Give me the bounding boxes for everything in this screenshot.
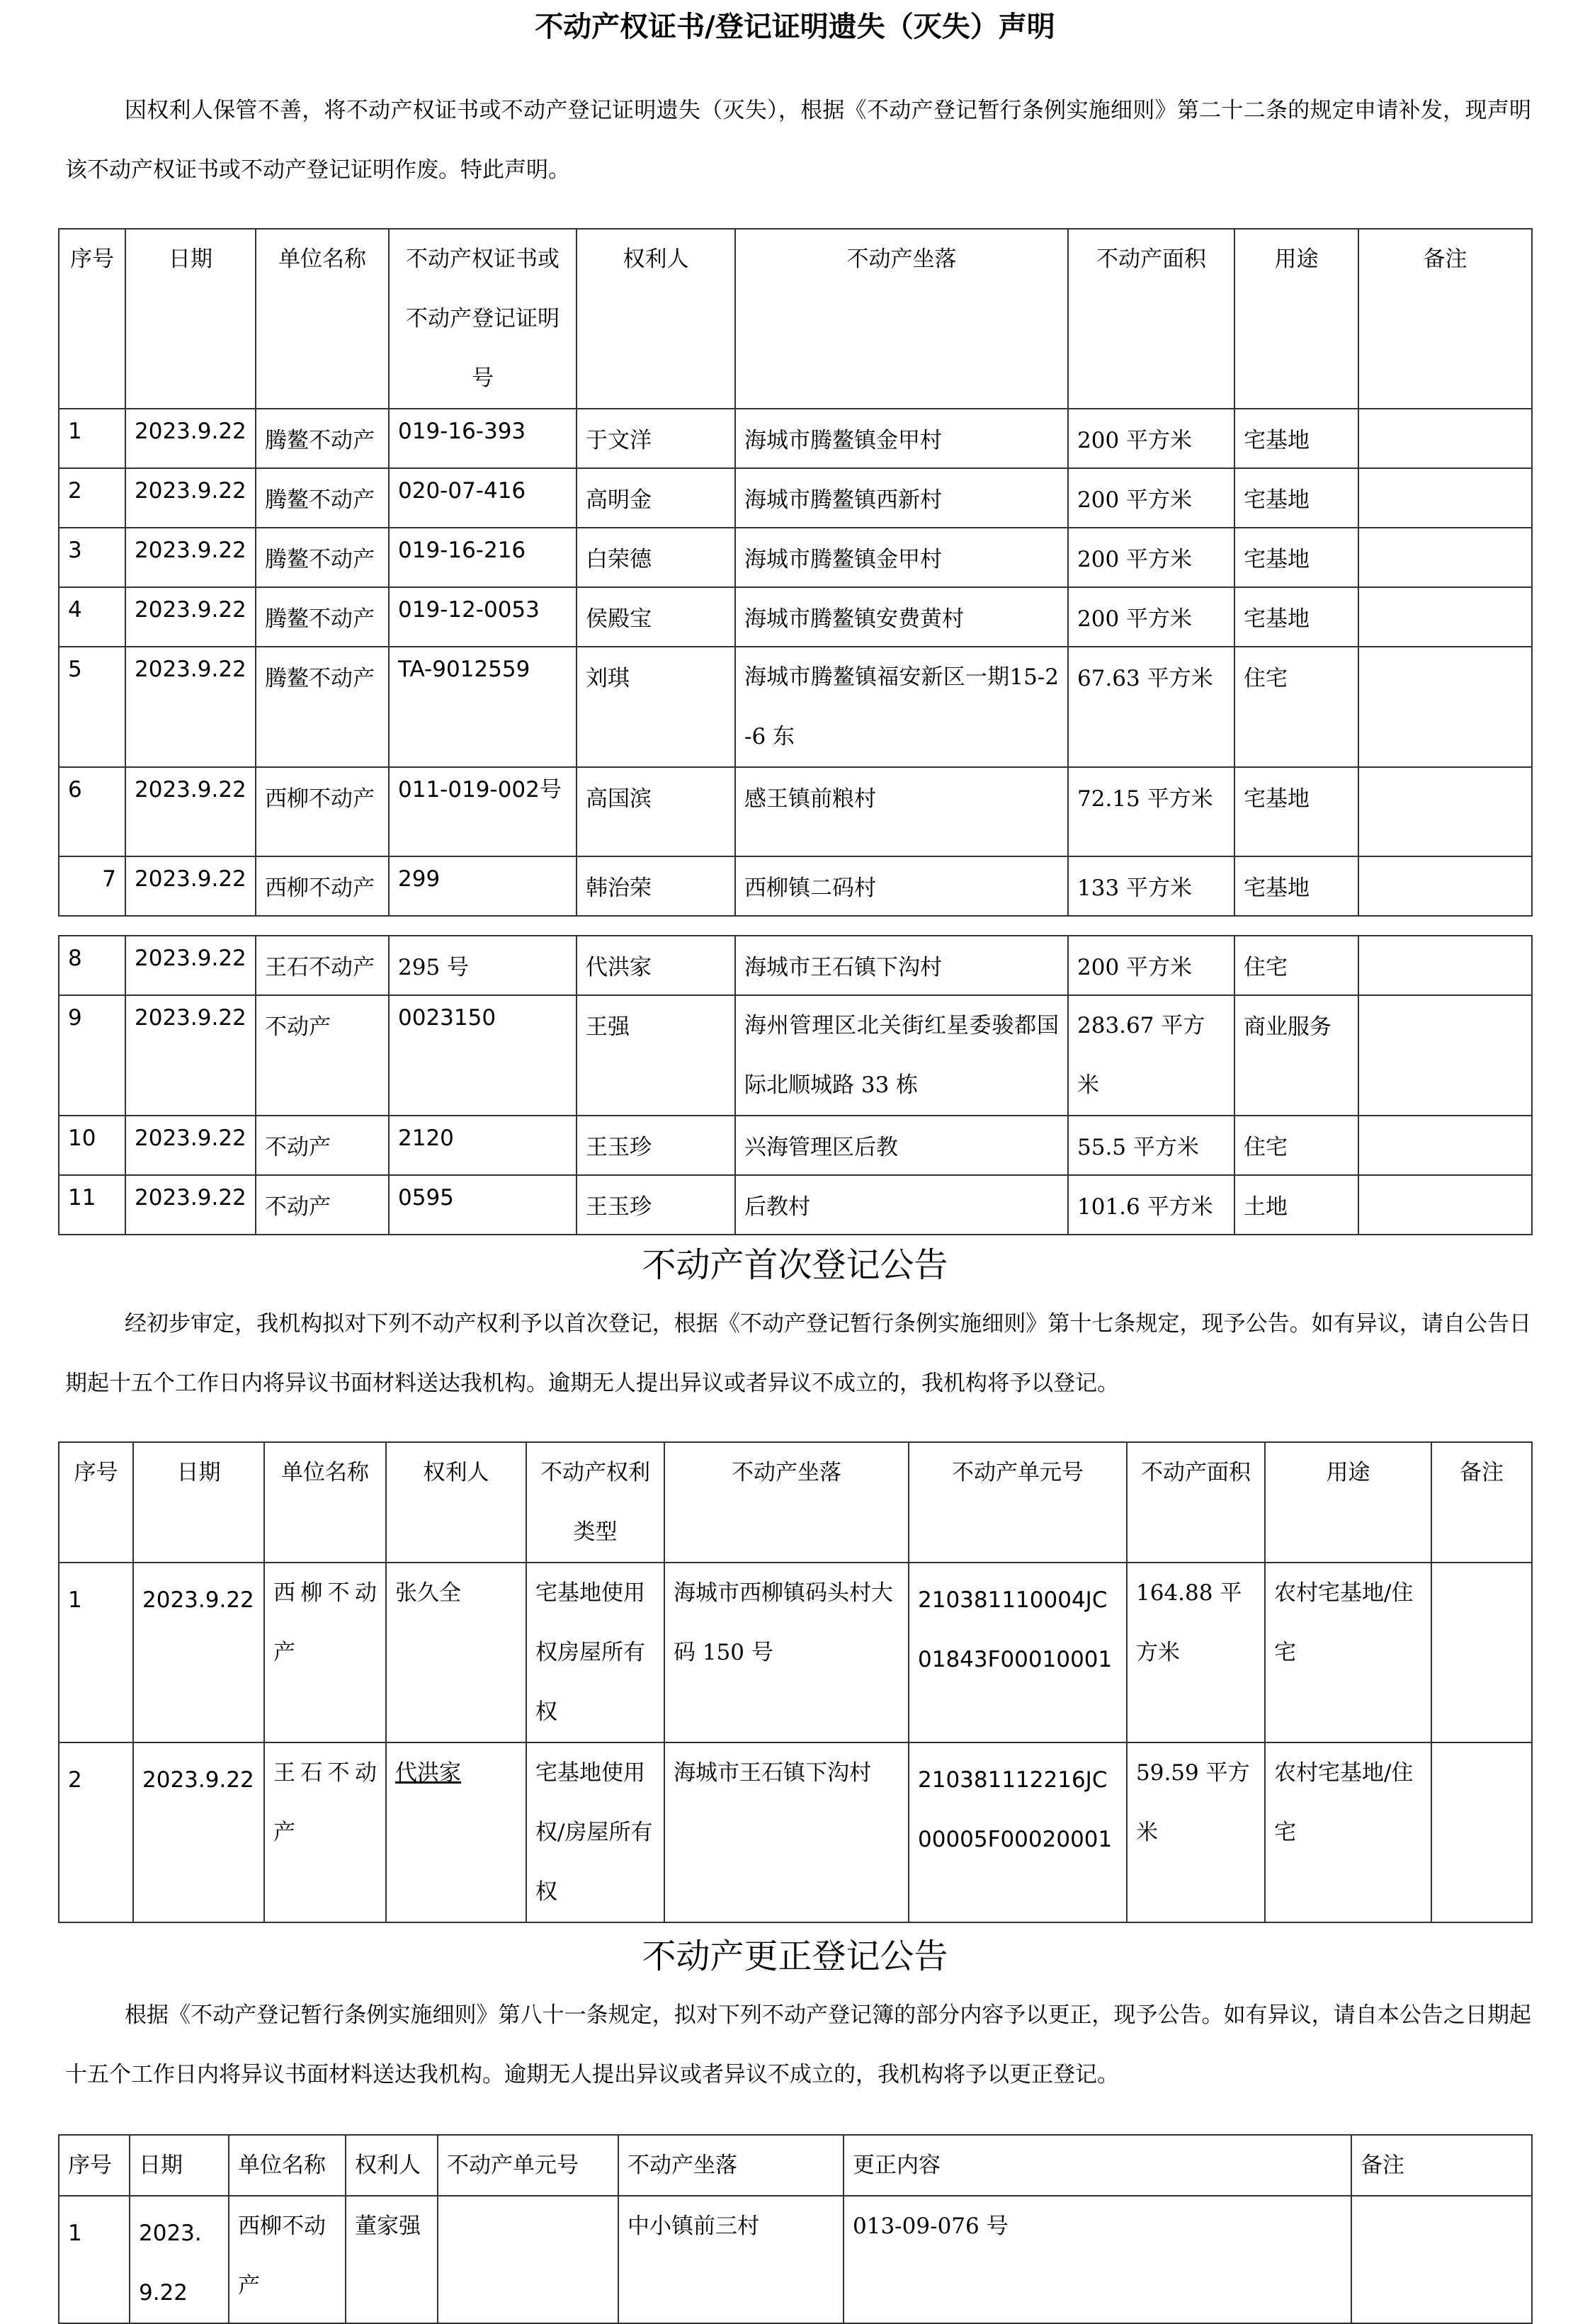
table-row [59, 647, 1532, 767]
loss-table-header [59, 229, 1532, 409]
table-row [59, 409, 1532, 468]
header-date: 日期 [133, 1442, 264, 1563]
header-note: 备注 [1358, 229, 1532, 409]
cell-note [1358, 587, 1532, 647]
header-date: 日期 [130, 2135, 229, 2196]
cell-note [1358, 856, 1532, 916]
header-note: 备注 [1351, 2135, 1532, 2196]
cell-area: 283.67 平方米 [1068, 995, 1234, 1116]
cell-use: 宅基地 [1234, 468, 1358, 528]
cell-correction-content: 013-09-076 号 [844, 2196, 1351, 2323]
cell-use: 住宅 [1234, 647, 1358, 767]
cell-seq: 11 [59, 1175, 125, 1235]
cell-cert-no: 019-16-216 [389, 528, 577, 587]
cell-owner: 高明金 [577, 468, 735, 528]
table-row [59, 1563, 1532, 1742]
cell-seq: 1 [59, 2196, 130, 2323]
cell-location: 海城市腾鳌镇福安新区一期15-2-6 东 [735, 647, 1068, 767]
cell-date: 2023.9.22 [125, 587, 256, 647]
cell-area: 133 平方米 [1068, 856, 1234, 916]
cell-use: 宅基地 [1234, 409, 1358, 468]
cell-seq: 2 [59, 468, 125, 528]
cell-unit: 腾鳌不动产 [256, 468, 389, 528]
cell-seq: 1 [59, 409, 125, 468]
cell-location: 海城市王石镇下沟村 [735, 936, 1068, 995]
cell-area: 55.5 平方米 [1068, 1116, 1234, 1175]
cell-unit-no: 210381110004JC01843F00010001 [909, 1563, 1127, 1742]
cell-note [1358, 936, 1532, 995]
cell-right-type: 宅基地使用权/房屋所有权 [526, 1742, 664, 1922]
correction-paragraph: 根据《不动产登记暂行条例实施细则》第八十一条规定，拟对下列不动产登记簿的部分内容予以更正，现予公告。如有异议，请自本公告之日期起十五个工作日内将异议书面材料送达我机构。逾期无人提出异议或者异议不成立的，我机构将予以更正登记。 [65, 2002, 1531, 2087]
cell-note [1358, 528, 1532, 587]
cell-cert-no: 020-07-416 [389, 468, 577, 528]
cell-cert-no: 2120 [389, 1116, 577, 1175]
cell-use: 土地 [1234, 1175, 1358, 1235]
header-owner: 权利人 [386, 1442, 526, 1563]
cell-cert-no: 295 号 [389, 936, 577, 995]
cell-note [1358, 995, 1532, 1116]
cell-note [1358, 1175, 1532, 1235]
cell-date: 2023.9.22 [125, 647, 256, 767]
cell-unit: 王石不动产 [256, 936, 389, 995]
cell-location: 海城市腾鳌镇西新村 [735, 468, 1068, 528]
cell-date: 2023.9.22 [125, 409, 256, 468]
table-row [59, 528, 1532, 587]
cell-seq: 7 [59, 856, 125, 916]
cell-owner: 刘琪 [577, 647, 735, 767]
cell-date: 2023.9.22 [125, 767, 256, 856]
cell-seq: 8 [59, 936, 125, 995]
cell-area: 101.6 平方米 [1068, 1175, 1234, 1235]
cell-date: 2023.9.22 [125, 995, 256, 1116]
cell-seq: 2 [59, 1742, 133, 1922]
cell-use: 商业服务 [1234, 995, 1358, 1116]
cell-location: 海州管理区北关街红星委骏都国际北顺城路 33 栋 [735, 995, 1068, 1116]
cell-unit-no [438, 2196, 618, 2323]
cell-cert-no: 011-019-002号 [389, 767, 577, 856]
first-table-header [59, 1442, 1532, 1563]
header-owner: 权利人 [577, 229, 735, 409]
cell-date: 2023.9.22 [125, 1116, 256, 1175]
header-unit-no: 不动产单元号 [438, 2135, 618, 2196]
correction-table [58, 2134, 1533, 2324]
correction-title: 不动产更正登记公告 [642, 1937, 948, 1976]
table-row [59, 1175, 1532, 1235]
header-area: 不动产面积 [1068, 229, 1234, 409]
cell-use: 住宅 [1234, 936, 1358, 995]
cell-owner: 王玉珍 [577, 1116, 735, 1175]
cell-unit: 腾鳌不动产 [256, 409, 389, 468]
first-registration-table [58, 1441, 1533, 1923]
table-row [59, 856, 1532, 916]
header-right-type: 不动产权利类型 [526, 1442, 664, 1563]
first-registration-paragraph: 经初步审定，我机构拟对下列不动产权利予以首次登记，根据《不动产登记暂行条例实施细则》第十七条规定，现予公告。如有异议，请自公告日期起十五个工作日内将异议书面材料送达我机构。逾期无人提出异议或者异议不成立的，我机构将予以登记。 [65, 1311, 1531, 1396]
table-row [59, 2196, 1532, 2323]
table-row [59, 767, 1532, 856]
first-registration-title: 不动产首次登记公告 [642, 1245, 948, 1285]
cell-location: 海城市腾鳌镇安费黄村 [735, 587, 1068, 647]
header-use: 用途 [1265, 1442, 1431, 1563]
cell-date: 2023.9.22 [125, 468, 256, 528]
cell-seq: 3 [59, 528, 125, 587]
header-unit: 单位名称 [229, 2135, 346, 2196]
correction-table-header [59, 2135, 1532, 2196]
cell-unit: 不动产 [256, 995, 389, 1116]
cell-cert-no: 019-12-0053 [389, 587, 577, 647]
cell-unit: 西柳不动产 [256, 856, 389, 916]
cell-use: 农村宅基地/住宅 [1265, 1742, 1431, 1922]
cell-owner: 于文洋 [577, 409, 735, 468]
cell-note [1358, 468, 1532, 528]
cell-owner: 王强 [577, 995, 735, 1116]
cell-area: 200 平方米 [1068, 587, 1234, 647]
cell-owner: 高国滨 [577, 767, 735, 856]
header-use: 用途 [1234, 229, 1358, 409]
cell-area: 200 平方米 [1068, 936, 1234, 995]
cell-area: 200 平方米 [1068, 409, 1234, 468]
cell-unit: 不动产 [256, 1116, 389, 1175]
cell-cert-no: 0595 [389, 1175, 577, 1235]
cell-area: 200 平方米 [1068, 468, 1234, 528]
cell-seq: 4 [59, 587, 125, 647]
cell-owner: 韩治荣 [577, 856, 735, 916]
cell-location: 海城市西柳镇码头村大码 150 号 [664, 1563, 909, 1742]
cell-location: 中小镇前三村 [618, 2196, 844, 2323]
cell-owner: 董家强 [346, 2196, 438, 2323]
cell-note [1358, 409, 1532, 468]
cell-location: 后教村 [735, 1175, 1068, 1235]
cell-cert-no: TA-9012559 [389, 647, 577, 767]
header-seq: 序号 [59, 1442, 133, 1563]
cell-owner: 张久全 [386, 1563, 526, 1742]
cell-location: 西柳镇二码村 [735, 856, 1068, 916]
cell-date: 2023.9.22 [125, 856, 256, 916]
cell-seq: 5 [59, 647, 125, 767]
header-location: 不动产坐落 [735, 229, 1068, 409]
table-row [59, 936, 1532, 995]
cell-owner: 白荣德 [577, 528, 735, 587]
cell-unit: 腾鳌不动产 [256, 587, 389, 647]
cell-note [1358, 767, 1532, 856]
cell-area: 200 平方米 [1068, 528, 1234, 587]
table-row [59, 1742, 1532, 1922]
cell-owner: 侯殿宝 [577, 587, 735, 647]
cell-unit: 不动产 [256, 1175, 389, 1235]
cell-area: 72.15 平方米 [1068, 767, 1234, 856]
cell-unit: 腾鳌不动产 [256, 647, 389, 767]
cell-date: 2023.9.22 [125, 528, 256, 587]
table-row [59, 1116, 1532, 1175]
cell-owner: 代洪家 [386, 1742, 526, 1922]
cell-note [1358, 647, 1532, 767]
cell-cert-no: 019-16-393 [389, 409, 577, 468]
cell-location: 兴海管理区后教 [735, 1116, 1068, 1175]
cell-date: 2023.9.22 [130, 2196, 229, 2323]
loss-declaration-paragraph: 因权利人保管不善，将不动产权证书或不动产登记证明遗失（灭失），根据《不动产登记暂行条例实施细则》第二十二条的规定申请补发，现声明该不动产权证书或不动产登记证明作废。特此声明。 [65, 98, 1531, 183]
cell-location: 海城市腾鳌镇金甲村 [735, 528, 1068, 587]
header-unit-no: 不动产单元号 [909, 1442, 1127, 1563]
header-location: 不动产坐落 [664, 1442, 909, 1563]
loss-table [58, 228, 1533, 917]
loss-declaration-title: 不动产权证书/登记证明遗失（灭失）声明 [535, 11, 1055, 43]
header-unit: 单位名称 [256, 229, 389, 409]
cell-cert-no: 299 [389, 856, 577, 916]
header-date: 日期 [125, 229, 256, 409]
cell-unit: 西柳不动产 [229, 2196, 346, 2323]
table-row [59, 468, 1532, 528]
header-seq: 序号 [59, 2135, 130, 2196]
cell-seq: 9 [59, 995, 125, 1116]
header-note: 备注 [1431, 1442, 1532, 1563]
cell-unit: 王石不动产 [264, 1742, 386, 1922]
header-cert-no: 不动产权证书或不动产登记证明号 [389, 229, 577, 409]
cell-note [1358, 1116, 1532, 1175]
cell-unit: 腾鳌不动产 [256, 528, 389, 587]
cell-use: 农村宅基地/住宅 [1265, 1563, 1431, 1742]
cell-seq: 6 [59, 767, 125, 856]
header-seq: 序号 [59, 229, 125, 409]
cell-date: 2023.9.22 [125, 936, 256, 995]
cell-cert-no: 0023150 [389, 995, 577, 1116]
cell-area: 164.88 平方米 [1127, 1563, 1265, 1742]
cell-seq: 1 [59, 1563, 133, 1742]
header-location: 不动产坐落 [618, 2135, 844, 2196]
cell-owner: 代洪家 [577, 936, 735, 995]
cell-area: 67.63 平方米 [1068, 647, 1234, 767]
cell-area: 59.59 平方米 [1127, 1742, 1265, 1922]
cell-unit-no: 210381112216JC00005F00020001 [909, 1742, 1127, 1922]
table-row [59, 995, 1532, 1116]
header-area: 不动产面积 [1127, 1442, 1265, 1563]
header-unit: 单位名称 [264, 1442, 386, 1563]
cell-seq: 10 [59, 1116, 125, 1175]
cell-use: 宅基地 [1234, 767, 1358, 856]
header-owner: 权利人 [346, 2135, 438, 2196]
cell-location: 海城市王石镇下沟村 [664, 1742, 909, 1922]
cell-location: 感王镇前粮村 [735, 767, 1068, 856]
cell-right-type: 宅基地使用权房屋所有权 [526, 1563, 664, 1742]
cell-use: 宅基地 [1234, 528, 1358, 587]
cell-location: 海城市腾鳌镇金甲村 [735, 409, 1068, 468]
cell-unit: 西柳不动产 [264, 1563, 386, 1742]
cell-owner: 王玉珍 [577, 1175, 735, 1235]
loss-table-continued [58, 935, 1533, 1235]
cell-date: 2023.9.22 [133, 1563, 264, 1742]
cell-note [1351, 2196, 1532, 2323]
cell-use: 宅基地 [1234, 856, 1358, 916]
cell-unit: 西柳不动产 [256, 767, 389, 856]
header-correction-content: 更正内容 [844, 2135, 1351, 2196]
cell-date: 2023.9.22 [133, 1742, 264, 1922]
cell-date: 2023.9.22 [125, 1175, 256, 1235]
cell-use: 住宅 [1234, 1116, 1358, 1175]
cell-note [1431, 1742, 1532, 1922]
cell-note [1431, 1563, 1532, 1742]
table-row [59, 587, 1532, 647]
cell-use: 宅基地 [1234, 587, 1358, 647]
